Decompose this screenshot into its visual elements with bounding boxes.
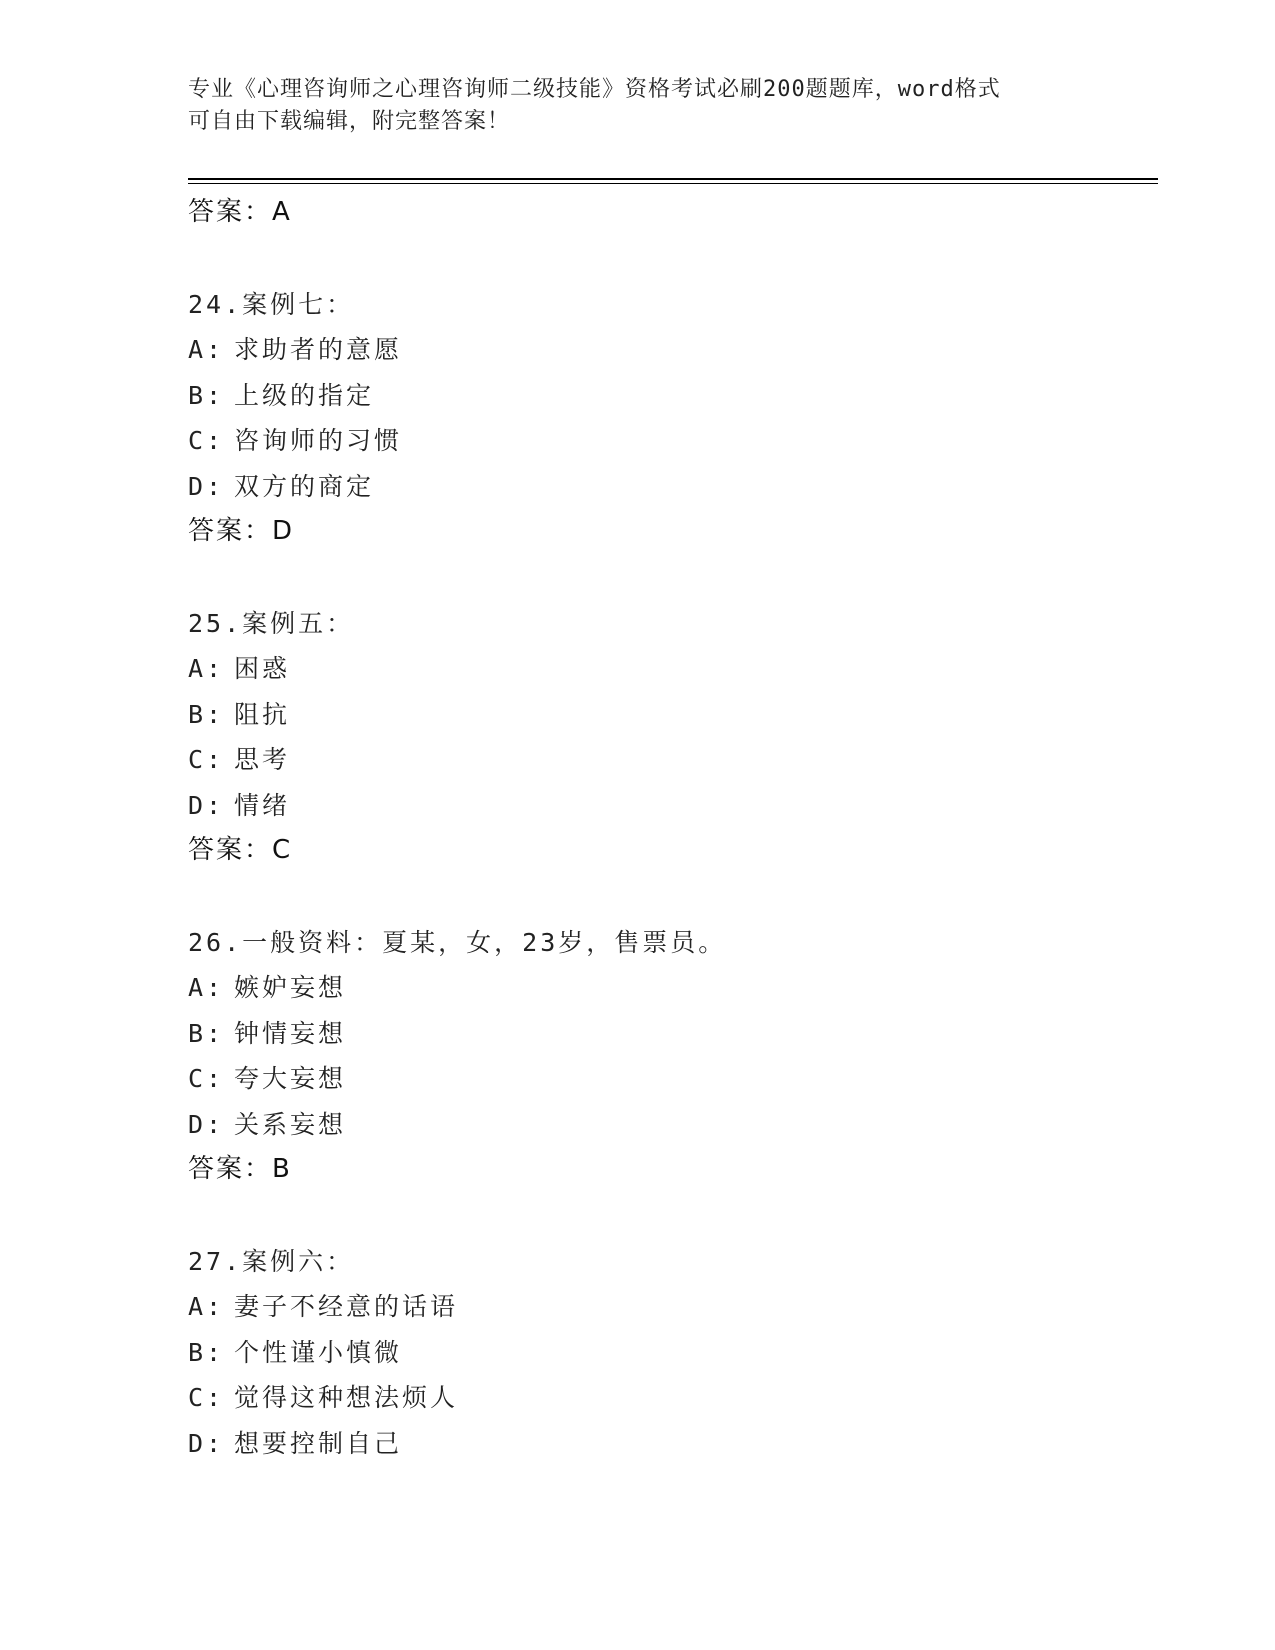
option-d bbox=[188, 464, 1148, 510]
answer-line: 答案：B bbox=[188, 1154, 292, 1184]
answer-line: 答案：C bbox=[188, 835, 293, 865]
option-b bbox=[188, 692, 1148, 738]
question-list bbox=[188, 190, 1148, 1466]
option-key: B: bbox=[188, 1337, 225, 1367]
option-d bbox=[188, 1102, 1148, 1148]
question-block bbox=[188, 601, 1148, 874]
option-key: D: bbox=[188, 790, 225, 820]
question-stem: 24.案例七： bbox=[188, 289, 355, 319]
option-key: A: bbox=[188, 973, 225, 1002]
option-key: A: bbox=[188, 335, 225, 364]
option-text: 觉得这种想法烦人 bbox=[234, 1383, 459, 1412]
option-a bbox=[188, 646, 1148, 692]
option-text: 嫉妒妄想 bbox=[234, 973, 347, 1002]
option-text: 钟情妄想 bbox=[234, 1018, 347, 1048]
option-text: 咨询师的习惯 bbox=[234, 426, 403, 455]
spacer bbox=[188, 555, 1148, 601]
option-key: B: bbox=[188, 380, 225, 410]
question-stem: 25.案例五： bbox=[188, 608, 355, 638]
option-text: 妻子不经意的话语 bbox=[234, 1292, 459, 1321]
option-key: B: bbox=[188, 699, 225, 729]
spacer bbox=[188, 236, 1148, 282]
header-line-2: 可自由下载编辑，附完整答案！ bbox=[188, 109, 511, 134]
option-d bbox=[188, 783, 1148, 829]
option-text: 想要控制自己 bbox=[234, 1428, 403, 1458]
option-c bbox=[188, 1056, 1148, 1102]
option-key: C: bbox=[188, 1064, 225, 1093]
option-key: D: bbox=[188, 1109, 225, 1139]
question-block bbox=[188, 1239, 1148, 1467]
option-b bbox=[188, 1011, 1148, 1057]
option-b bbox=[188, 373, 1148, 419]
option-text: 上级的指定 bbox=[234, 380, 375, 410]
option-c bbox=[188, 737, 1148, 783]
option-key: C: bbox=[188, 1383, 225, 1412]
spacer bbox=[188, 874, 1148, 920]
option-key: A: bbox=[188, 1292, 225, 1321]
option-c bbox=[188, 418, 1148, 464]
option-text: 情绪 bbox=[234, 790, 291, 820]
header-divider-thin bbox=[188, 183, 1158, 184]
option-key: B: bbox=[188, 1018, 225, 1048]
option-text: 夸大妄想 bbox=[234, 1064, 347, 1093]
document-header bbox=[188, 74, 1068, 138]
header-line-1: 专业《心理咨询师之心理咨询师二级技能》资格考试必刷200题题库，word格式 bbox=[188, 77, 1001, 102]
question-stem: 26.一般资料：夏某，女，23岁，售票员。 bbox=[188, 927, 727, 957]
option-text: 关系妄想 bbox=[234, 1109, 347, 1139]
option-key: A: bbox=[188, 654, 225, 683]
option-text: 思考 bbox=[234, 745, 291, 774]
header-divider-thick bbox=[188, 178, 1158, 180]
option-text: 阻抗 bbox=[234, 699, 291, 729]
option-a bbox=[188, 1284, 1148, 1330]
option-text: 个性谨小慎微 bbox=[234, 1337, 403, 1367]
option-a bbox=[188, 965, 1148, 1011]
option-c bbox=[188, 1375, 1148, 1421]
option-key: D: bbox=[188, 1428, 225, 1458]
question-block bbox=[188, 282, 1148, 555]
option-d bbox=[188, 1421, 1148, 1467]
option-key: C: bbox=[188, 745, 225, 774]
option-text: 求助者的意愿 bbox=[234, 335, 403, 364]
option-text: 双方的商定 bbox=[234, 471, 375, 501]
option-key: D: bbox=[188, 471, 225, 501]
question-block bbox=[188, 920, 1148, 1193]
option-key: C: bbox=[188, 426, 225, 455]
option-b bbox=[188, 1330, 1148, 1376]
question-stem: 27.案例六： bbox=[188, 1246, 355, 1276]
option-a bbox=[188, 327, 1148, 373]
answer-line: 答案：A bbox=[188, 197, 292, 227]
option-text: 困惑 bbox=[234, 654, 291, 683]
answer-line: 答案：D bbox=[188, 516, 295, 546]
spacer bbox=[188, 1193, 1148, 1239]
